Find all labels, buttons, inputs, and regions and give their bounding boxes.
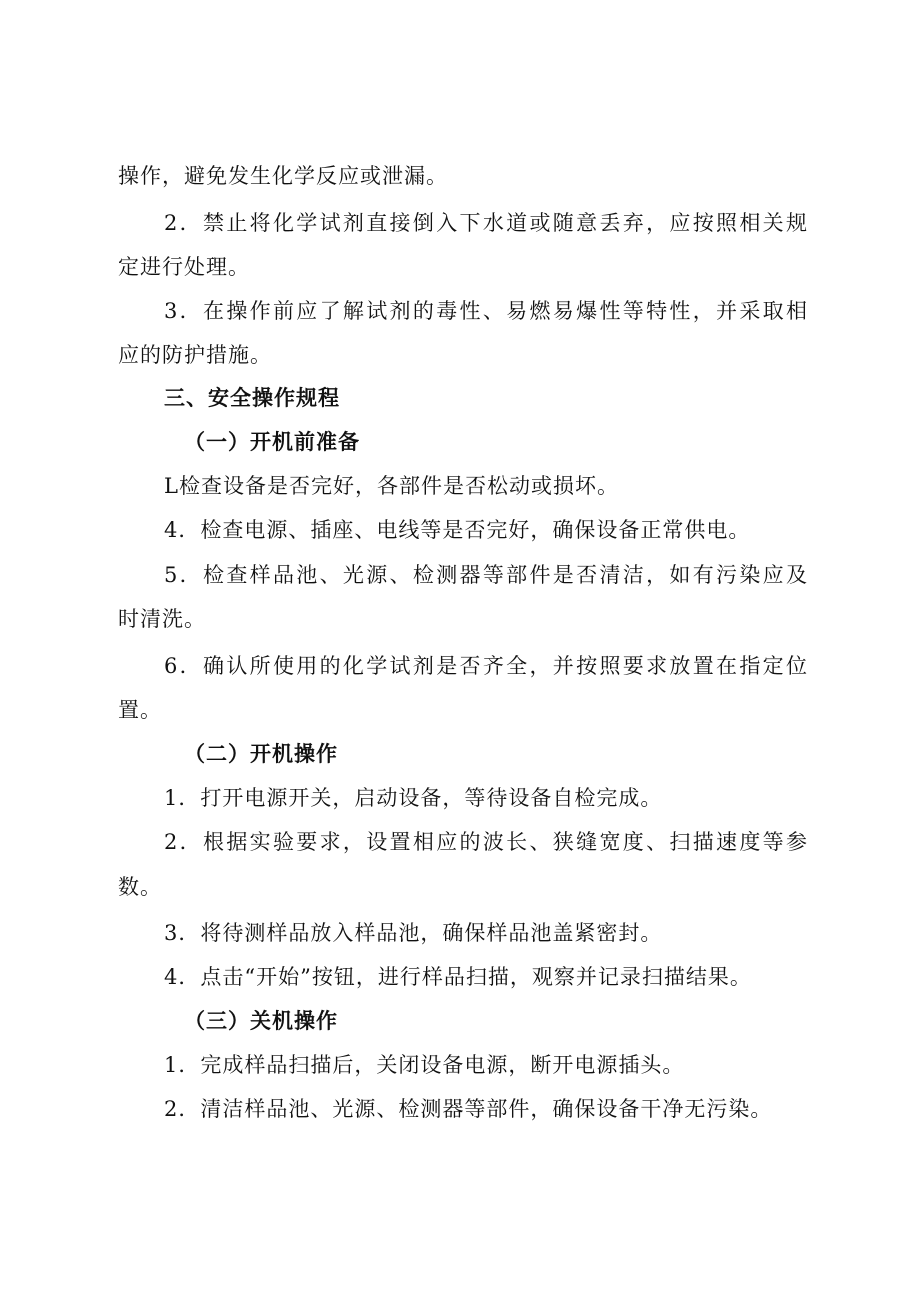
section-heading: 三、安全操作规程	[164, 385, 340, 410]
subsection-heading: （三）关机操作	[184, 1008, 338, 1033]
paragraph-line: 时清洗。	[118, 607, 206, 631]
paragraph-line: 应的防护措施。	[118, 343, 272, 367]
list-item-line: 2．根据实验要求，设置相应的波长、狭缝宽度、扫描速度等参	[164, 830, 808, 854]
paragraph-line: 定进行处理。	[118, 255, 250, 279]
paragraph-line: 操作，避免发生化学反应或泄漏。	[118, 164, 448, 188]
subsection-heading: （一）开机前准备	[184, 429, 360, 454]
list-item-line: 2．禁止将化学试剂直接倒入下水道或随意丢弃，应按照相关规	[164, 211, 808, 235]
list-item-line: 1．打开电源开关，启动设备，等待设备自检完成。	[164, 786, 663, 810]
list-item-line: 2．清洁样品池、光源、检测器等部件，确保设备干净无污染。	[164, 1097, 773, 1121]
list-item-line: 1．完成样品扫描后，关闭设备电源，断开电源插头。	[164, 1053, 685, 1077]
list-item-line: L检查设备是否完好，各部件是否松动或损坏。	[164, 474, 619, 498]
list-item-line: 6．确认所使用的化学试剂是否齐全，并按照要求放置在指定位	[164, 654, 808, 678]
list-item-line: 4．检查电源、插座、电线等是否完好，确保设备正常供电。	[164, 518, 751, 542]
subsection-heading: （二）开机操作	[184, 741, 338, 766]
list-item-line: 5．检查样品池、光源、检测器等部件是否清洁，如有污染应及	[164, 563, 808, 587]
paragraph-line: 数。	[118, 875, 162, 899]
list-item-line: 4．点击“开始”按钮，进行样品扫描，观察并记录扫描结果。	[164, 965, 752, 989]
list-item-line: 3．将待测样品放入样品池，确保样品池盖紧密封。	[164, 921, 663, 945]
paragraph-line: 置。	[118, 698, 162, 722]
list-item-line: 3．在操作前应了解试剂的毒性、易燃易爆性等特性，并采取相	[164, 299, 808, 323]
